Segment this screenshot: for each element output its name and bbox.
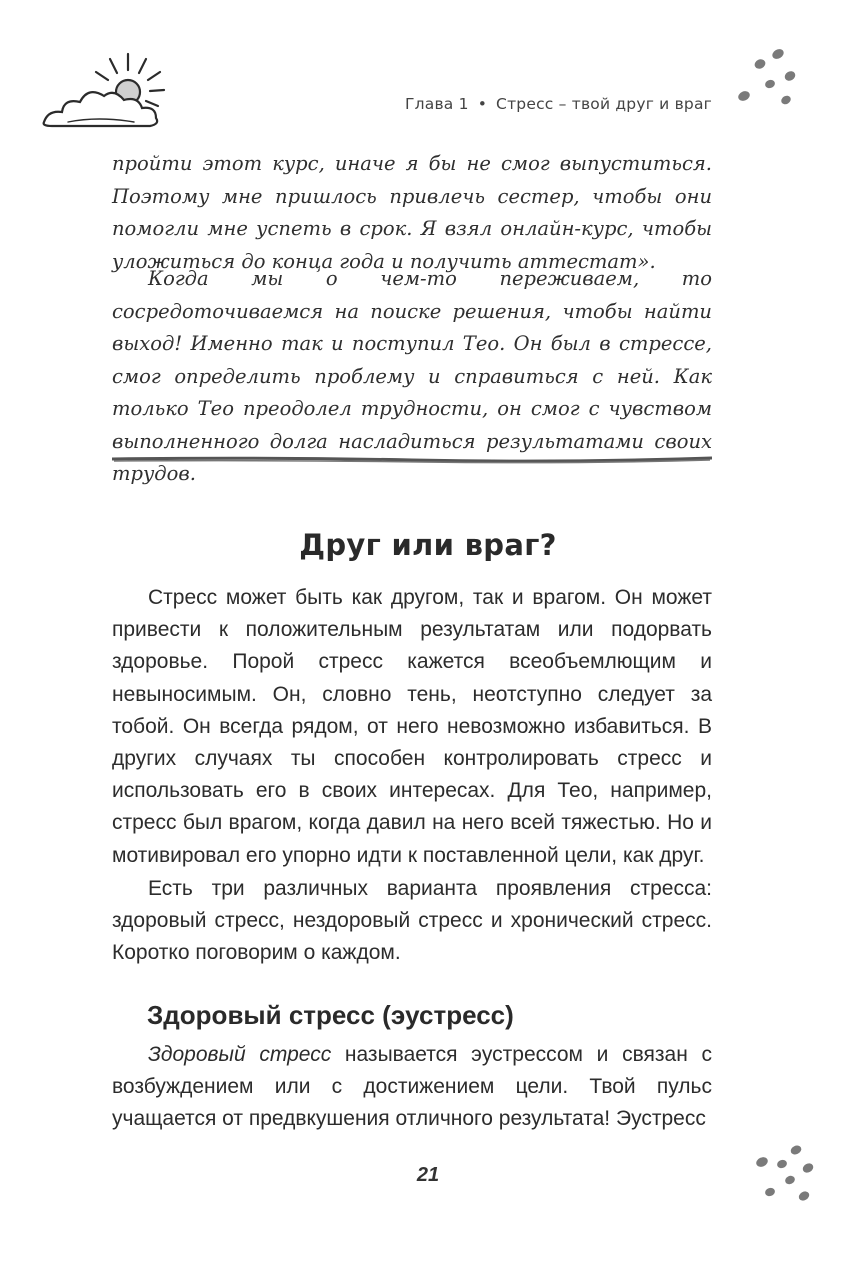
body-paragraph-1: Стресс может быть как другом, так и врагом. Он может привести к положительным результатам или подорвать здоровье. Порой стресс кажется всеобъемлющим и невыносимым. Он, словно тень, неотступно следует за тобой. Он всегда рядом, от него невозможно избавиться. В других случаях ты способен контролировать стресс и использовать его в своих интересах. Для Тео, например, стресс был врагом, когда давил на него всей тяжестью. Но и мотивировал его упорно идти к поставленной цели, как друг. [112,586,712,867]
emphasized-term: Здоровый стресс [148,1043,332,1066]
section-divider [112,452,712,466]
header-separator: • [477,95,488,113]
chapter-label: Глава 1 [405,95,469,113]
paragraph-rest: называется эустрессом и связан с возбуждением или с достижением цели. Твой пульс учащается от предвкушения отличного результата! Эустресс [112,1043,712,1131]
section-title: Друг или враг? [299,528,557,562]
handwritten-paragraph-1: пройти этот курс, иначе я бы не смог выпуститься. Поэтому мне пришлось привлечь сестер, чтобы они помогли мне успеть в срок. Я взял онлайн-курс, чтобы уложиться до конца года и получить аттестат». [112,152,712,273]
decorative-dots-icon [730,44,810,114]
body-paragraph-3 [112,1039,712,1136]
running-head [300,95,712,113]
decorative-dots-icon [752,1142,824,1204]
handwritten-paragraph-2: Когда мы о чем-то переживаем, то сосредоточиваемся на поиске решения, чтобы найти выход! Именно так и поступил Тео. Он был в стрессе, смог определить проблему и справиться с ней. Как только Тео преодолел трудности, он смог с чувством выполненного долга насладиться результатами своих трудов. [112,267,712,485]
sun-cloud-icon [38,44,188,136]
page-number: 21 [416,1164,440,1186]
body-paragraph-2: Есть три различных варианта проявления стресса: здоровый стресс, нездоровый стресс и хронический стресс. Коротко поговорим о каждом. [112,877,712,965]
chapter-title: Стресс – твой друг и враг [496,95,712,113]
subsection-title: Здоровый стресс (эустресс) [147,1000,514,1030]
